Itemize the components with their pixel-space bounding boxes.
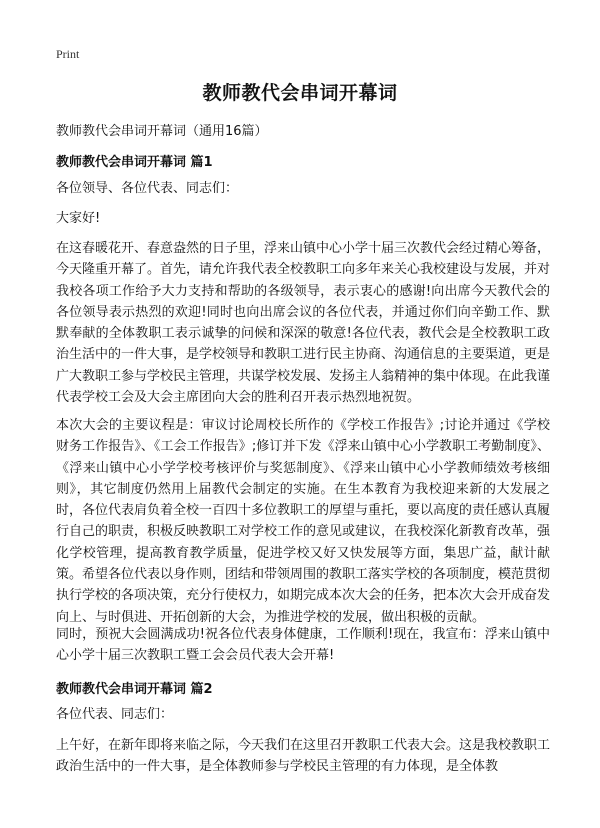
paragraph: 各位代表、同志们： xyxy=(56,707,174,722)
paragraph: 大家好! xyxy=(56,211,101,226)
paragraph: 同时，预祝大会圆满成功!祝各位代表身体健康，工作顺利!现在，我宣布：浮来山镇中心小学十届三次教职工暨工会会员代表大会开幕! xyxy=(56,627,550,664)
section-heading: 教师教代会串词开幕词 篇1 xyxy=(56,155,213,170)
section-heading: 教师教代会串词开幕词 篇2 xyxy=(56,682,213,697)
paragraph: 上午好，在新年即将来临之际，今天我们在这里召开教职工代表大会。这是我校教职工政治生活中的一件大事，是全体教师参与学校民主管理的有力体现，是全体教 xyxy=(56,738,551,775)
paragraph: 在这春暖花开、春意盎然的日子里，浮来山镇中心小学十届三次教代会经过精心筹备，今天隆重开幕了。首先，请允许我代表全校教职工向多年来关心我校建设与发展，并对我校各项工作给予大力支持和帮助的各级领导，表示衷心的感谢!向出席今天教代会的各位领导表示热烈的欢迎!同时也向出席会议的各位代表，并通过你们向辛勤工作、默默奉献的全体教职工表示诚挚的问候和深深的敬意!各位代表，教代会是全校教职工政治生活中的一件大事，是学校领导和教职工进行民主协商、沟通信息的主要渠道，更是广大教职工参与学校民主管理，共谋学校发展、发扬主人翁精神的集中体现。在此我谨代表学校工会及大会主席团向大会的胜利召开表示热烈地祝贺。 xyxy=(56,241,551,406)
paragraph: 本次大会的主要议程是：审议讨论周校长所作的《学校工作报告》;讨论并通过《学校财务工作报告》、《工会工作报告》;修订并下发《浮来山镇中心小学教职工考勤制度》、《浮来山镇中心小学学校考核评价与奖惩制度》、《浮来山镇中心小学教师绩效考核细则》，其它制度仍然用上届教代会制定的实施。在生本教育为我校迎来新的大发展之时，各位代表肩负着全校一百四十多位教职工的厚望与重托，要以高度的责任感认真履行自己的职责，积极反映教职工对学校工作的意见或建议，在我校深化新教育改革，强化学校管理，提高教育教学质量，促进学校又好又快发展等方面，集思广益，献计献策。希望各位代表以身作则，团结和带领周围的教职工落实学校的各项制度，模范贯彻执行学校的各项决策，充分行使权力，如期完成本次大会的任务，把本次大会开成奋发向上、与时俱进、开拓创新的大会，为推进学校的发展，做出积极的贡献。 xyxy=(56,418,551,625)
document-title: 教师教代会串词开幕词 xyxy=(202,82,398,104)
document-subtitle: 教师教代会串词开幕词（通用16篇） xyxy=(56,124,268,139)
print-link[interactable]: Print xyxy=(56,47,80,61)
paragraph: 各位领导、各位代表、同志们： xyxy=(56,181,239,196)
